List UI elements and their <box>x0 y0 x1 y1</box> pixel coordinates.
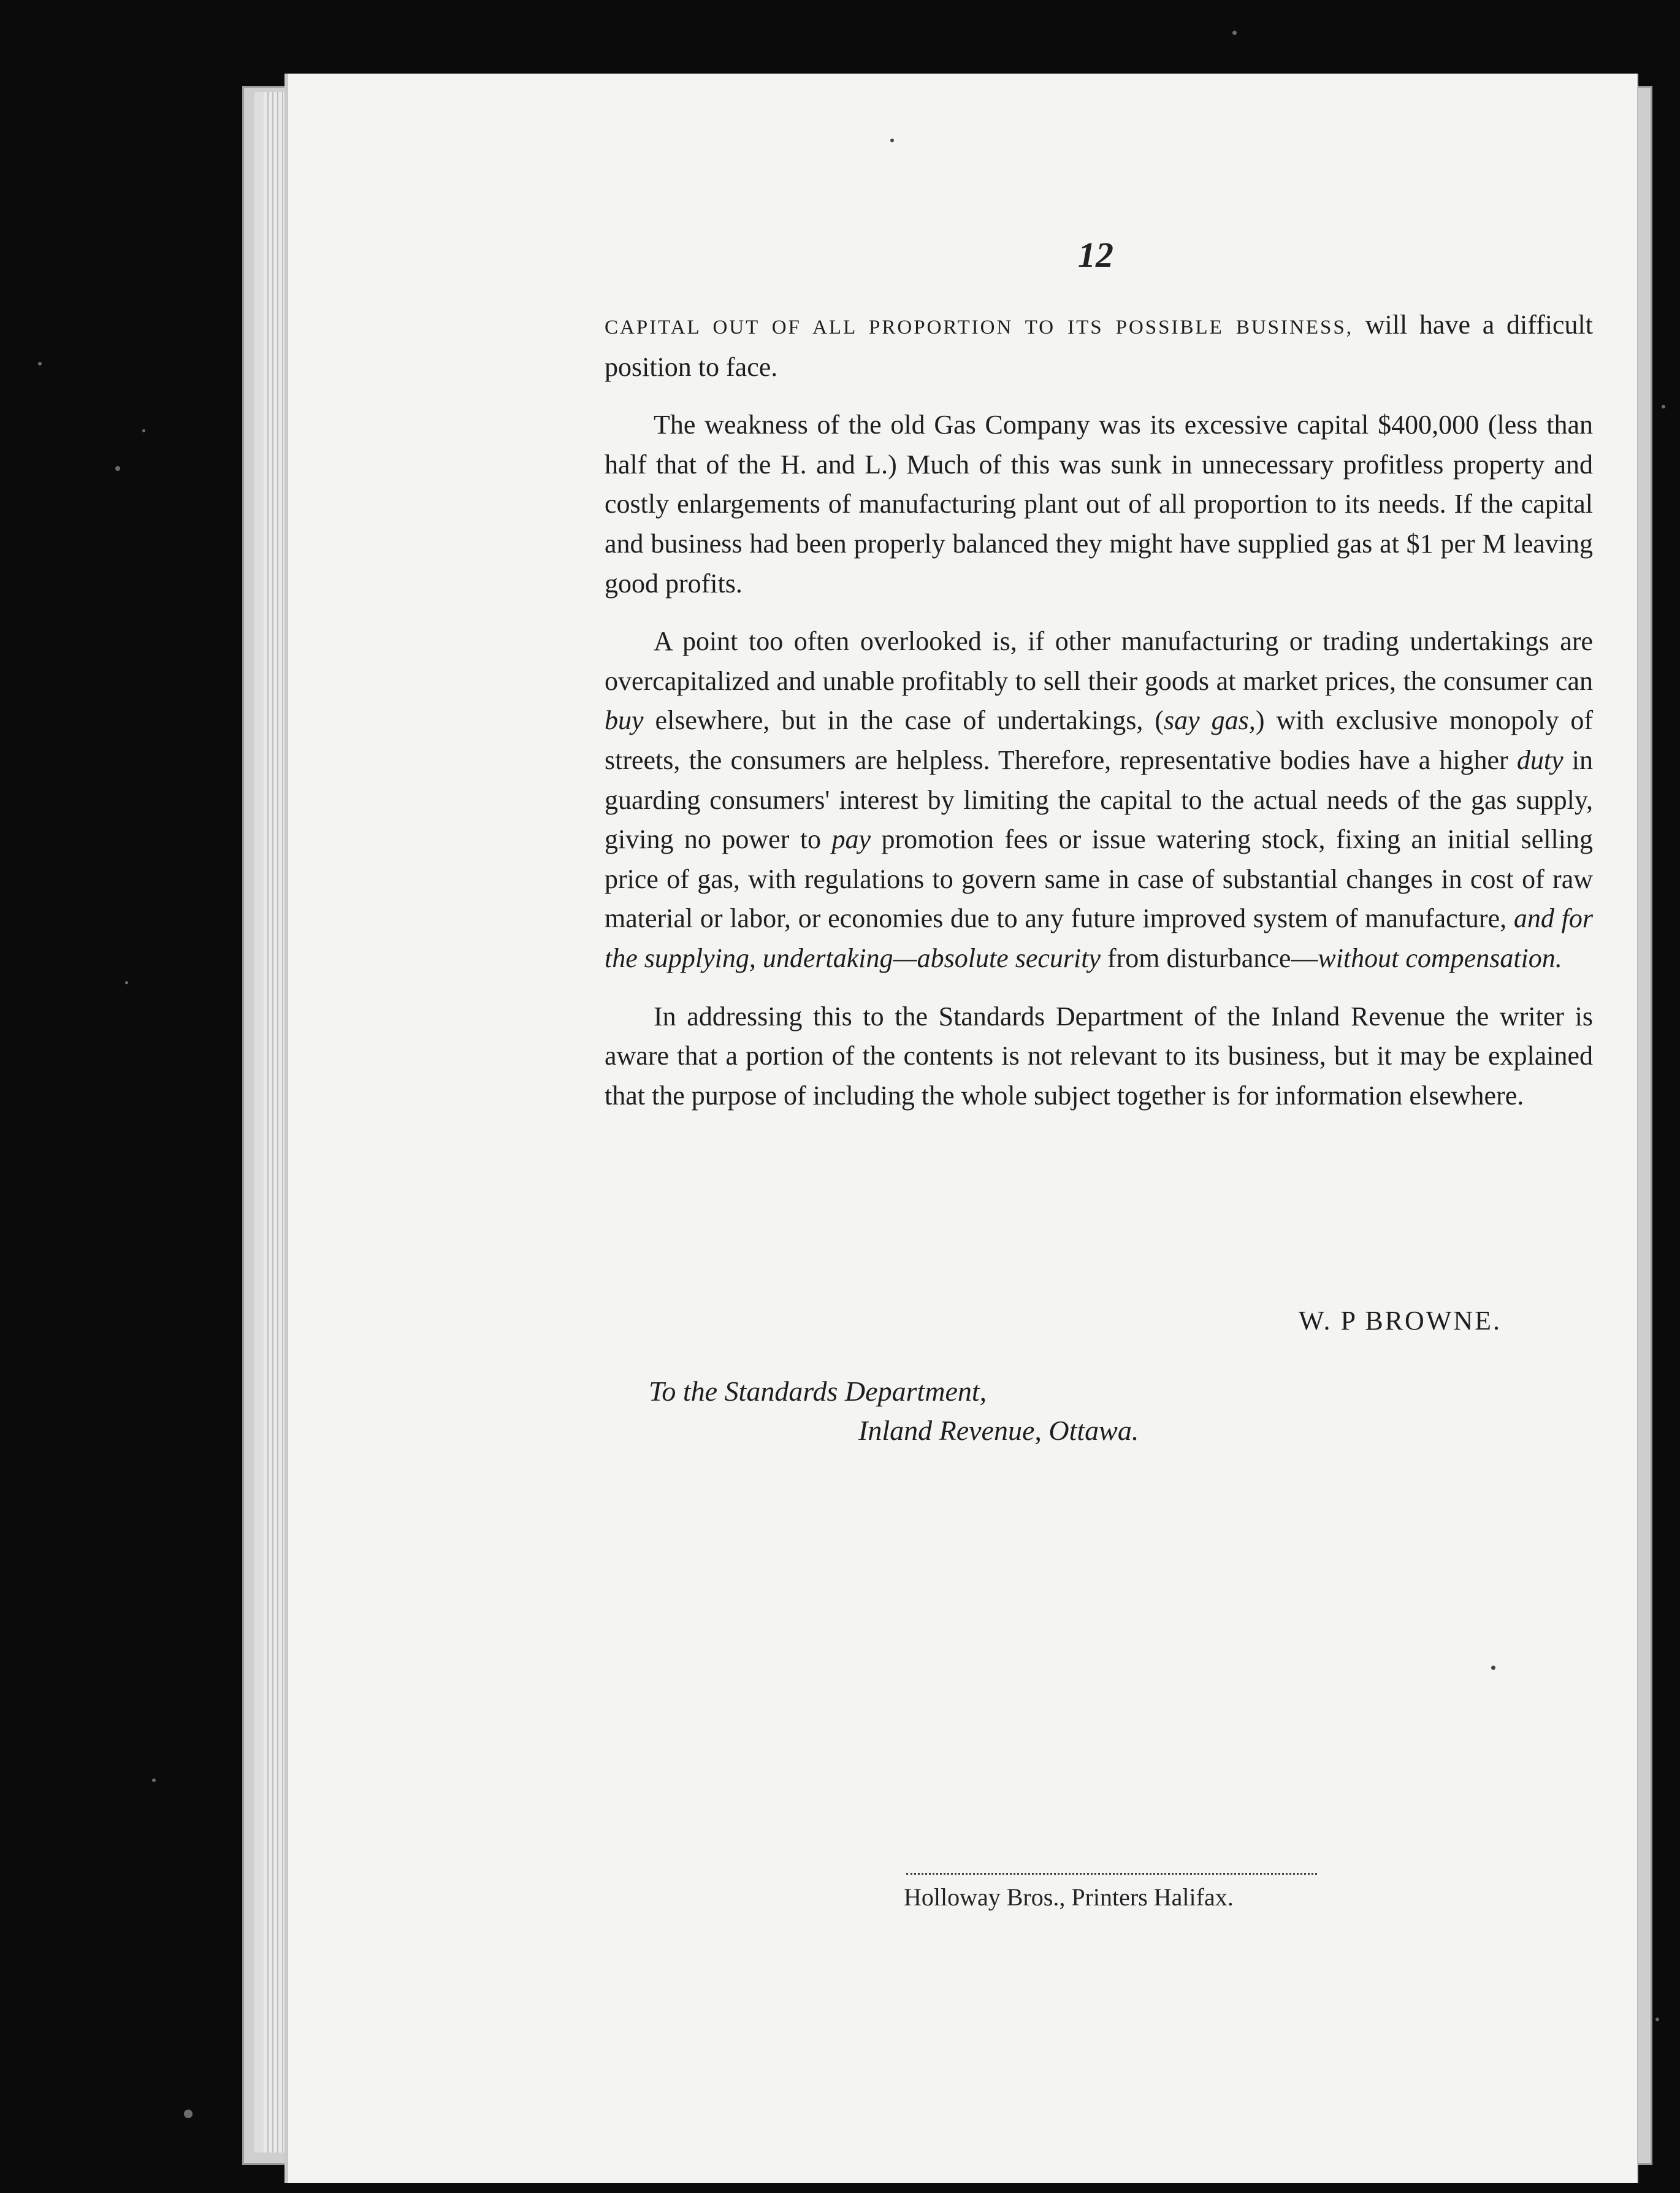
film-speck <box>1232 31 1237 35</box>
body-text <box>605 305 1593 1116</box>
paragraph-standards-department: In addressing this to the Standards Department of the Inland Revenue the writer is aware that a portion of the contents is not relevant to its business, but it may be explained that the purpose of including the whole subject together is for information elsewhere. <box>605 1001 1593 1111</box>
film-speck <box>125 981 128 984</box>
ink-speck <box>890 139 894 142</box>
italic-phrase: without compensation. <box>1318 943 1562 973</box>
film-speck <box>1655 2018 1659 2021</box>
paragraph-text: ) with exclusive monopoly of streets, the consumers are helpless. Therefore, representative bodies have a higher <box>605 705 1593 775</box>
paragraph-text: elsewhere, but in the case of undertakings, ( <box>643 705 1164 736</box>
paragraph-overcapitalization <box>605 622 1593 978</box>
italic-phrase: and for the supplying, undertaking—absolute security <box>605 903 1594 973</box>
paragraph-text: in guarding consumers' interest by limiting the capital to the actual needs of the gas supply, giving no power to <box>605 744 1593 855</box>
film-speck <box>1662 405 1665 408</box>
address-line-1: To the Standards Department, <box>649 1376 987 1407</box>
film-speck <box>142 429 145 432</box>
paragraph-text: will have a difficult position to face. <box>605 310 1593 382</box>
italic-phrase: duty <box>1516 744 1564 775</box>
paragraph-gas-company: The weakness of the old Gas Company was its excessive capital $400,000 (less than half that of the H. and L.) Much of this was sunk in unnecessary profitless property and costly enlargements of manufacturing plant out of all proportion to its needs. If the capital and business had been properly balanced they might have supplied gas at $1 per M leaving good profits. <box>605 410 1593 599</box>
italic-phrase: say gas, <box>1164 705 1256 736</box>
ink-speck <box>1491 1666 1495 1670</box>
page-number: 12 <box>1078 235 1113 275</box>
printer-rule <box>906 1873 1317 1875</box>
film-speck <box>115 466 120 471</box>
paragraph-text: A point too often overlooked is, if other manufacturing or trading undertakings are overcapitalized and unable profitably to sell their goods at market prices, the consumer can <box>605 626 1593 696</box>
address-line-2: Inland Revenue, Ottawa. <box>858 1415 1139 1446</box>
signature: W. P BROWNE. <box>1299 1306 1502 1336</box>
paragraph-continuation <box>605 305 1593 387</box>
page-edge-stack <box>264 92 288 2153</box>
printer-imprint: Holloway Bros., Printers Halifax. <box>904 1883 1234 1911</box>
film-speck <box>152 1778 156 1782</box>
italic-phrase: buy <box>605 705 644 736</box>
italic-phrase: pay <box>831 824 871 855</box>
film-speck <box>38 362 42 366</box>
film-speck <box>184 2110 193 2118</box>
small-caps-phrase: CAPITAL OUT OF ALL PROPORTION TO ITS POSSIBLE BUSINESS, <box>605 316 1353 339</box>
paragraph-text: from disturbance— <box>1101 943 1318 973</box>
paragraph-text: promotion fees or issue watering stock, fixing an initial selling price of gas, with regulations to govern same in case of substantial changes in cost of raw material or labor, or economies due to any future improved system of manufacture, <box>605 824 1593 934</box>
